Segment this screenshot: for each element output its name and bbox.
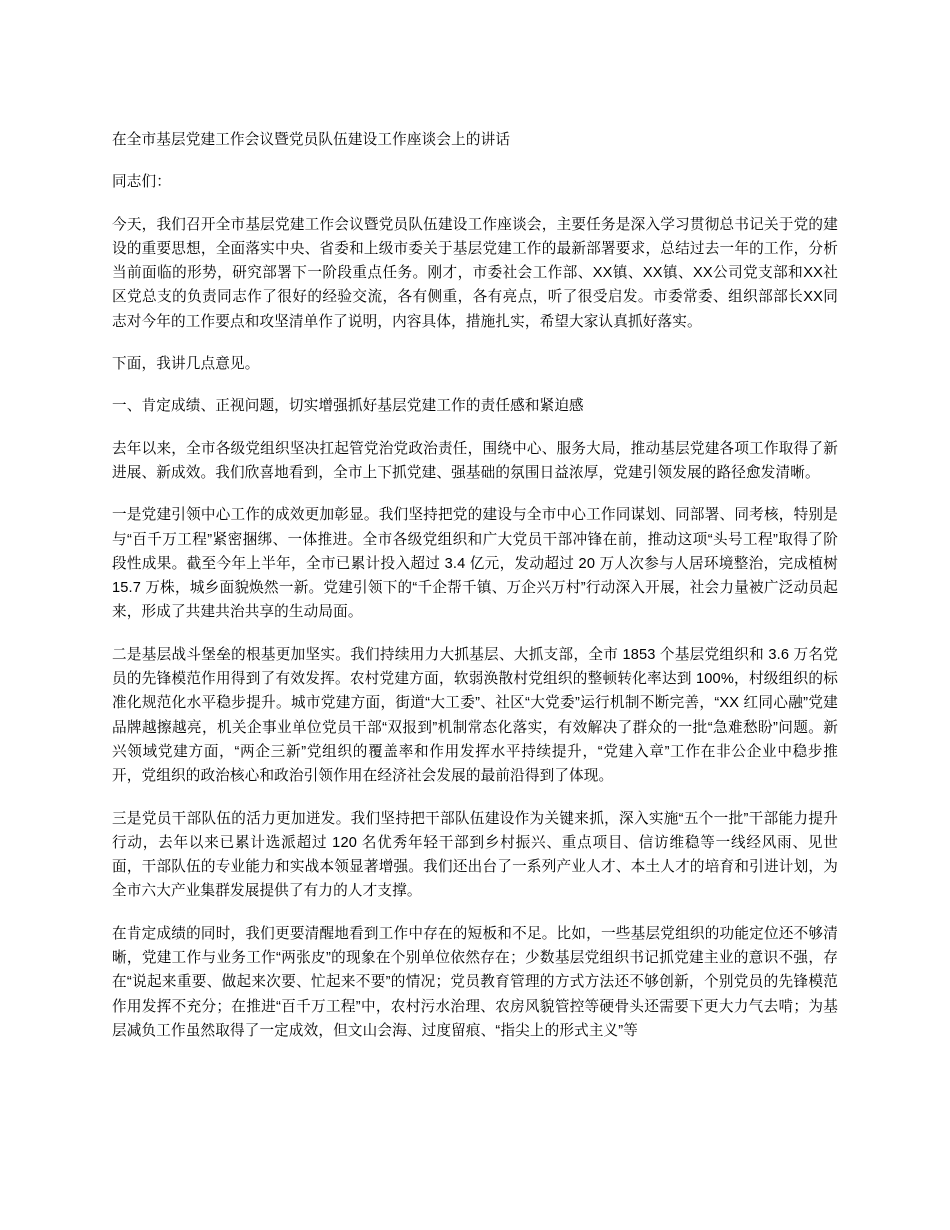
paragraph-transition: 下面，我讲几点意见。 xyxy=(112,356,260,373)
document-title: 在全市基层党建工作会议暨党员队伍建设工作座谈会上的讲话 xyxy=(112,132,511,148)
section-heading-1: 一、肯定成绩、正视问题，切实增强抓好基层党建工作的责任感和紧迫感 xyxy=(112,398,584,415)
paragraph-point-three: 三是党员干部队伍的活力更加迸发。我们坚持把干部队伍建设作为关键来抓，深入实施“五个一批”干部能力提升行动，去年以来已累计选派超过 120 名优秀年轻干部到乡村振兴、重点项目、信访维稳等一线经风雨、见世面，干部队伍的专业能力和实战本领显著增强。我们还出台了一系列产业人才、本土人才的培育和引进计划，为全市六大产业集群发展提供了有力的人才支撑。 xyxy=(112,810,838,900)
paragraph-point-two: 二是基层战斗堡垒的根基更加坚实。我们持续用力大抓基层、大抓支部，全市 1853 个基层党组织和 3.6 万名党员的先锋模范作用得到了有效发挥。农村党建方面，软弱涣散村党组织的整顿转化率达到 100%，村级组织的标准化规范化水平稳步提升。城市党建方面，街道“大工委”、社区“大党委”运行机制不断完善，“XX 红同心融”党建品牌越擦越亮，机关企事业单位党员干部“双报到”机制常态化落实，有效解决了群众的一批“急难愁盼”问题。新兴领域党建方面，“两企三新”党组织的覆盖率和作用发挥水平持续提升，“党建入章”工作在非公企业中稳步推开，党组织的政治核心和政治引领作用在经济社会发展的最前沿得到了体现。 xyxy=(112,646,838,785)
document-body xyxy=(112,128,838,1043)
paragraph-problems: 在肯定成绩的同时，我们更要清醒地看到工作中存在的短板和不足。比如，一些基层党组织的功能定位还不够清晰，党建工作与业务工作“两张皮”的现象在个别单位依然存在；少数基层党组织书记抓党建主业的意识不强，存在“说起来重要、做起来次要、忙起来不要”的情况；党员教育管理的方式方法还不够创新，个别党员的先锋模范作用发挥不充分；在推进“百千万工程”中，农村污水治理、农房风貌管控等硬骨头还需要下更大力气去啃；为基层减负工作虽然取得了一定成效，但文山会海、过度留痕、“指尖上的形式主义”等 xyxy=(112,925,838,1039)
paragraph-point-one: 一是党建引领中心工作的成效更加彰显。我们坚持把党的建设与全市中心工作同谋划、同部署、同考核，特别是与“百千万工程”紧密捆绑、一体推进。全市各级党组织和广大党员干部冲锋在前，推动这项“头号工程”取得了阶段性成果。截至今年上半年，全市已累计投入超过 3.4 亿元，发动超过 20 万人次参与人居环境整治，完成植树 15.7 万株，城乡面貌焕然一新。党建引领下的“千企帮千镇、万企兴万村”行动深入开展，社会力量被广泛动员起来，形成了共建共治共享的生动局面。 xyxy=(112,507,838,621)
document-salutation: 同志们： xyxy=(112,174,171,191)
paragraph-opening: 今天，我们召开全市基层党建工作会议暨党员队伍建设工作座谈会，主要任务是深入学习贯彻总书记关于党的建设的重要思想，全面落实中央、省委和上级市委关于基层党建工作的最新部署要求，总结过去一年的工作，分析当前面临的形势，研究部署下一阶段重点任务。刚才，市委社会工作部、XX镇、XX镇、XX公司党支部和XX社区党总支的负责同志作了很好的经验交流，各有侧重，各有亮点，听了很受启发。市委常委、组织部部长XX同志对今年的工作要点和攻坚清单作了说明，内容具体，措施扎实，希望大家认真抓好落实。 xyxy=(112,216,838,330)
paragraph-overview: 去年以来，全市各级党组织坚决扛起管党治党政治责任，围绕中心、服务大局，推动基层党建各项工作取得了新进展、新成效。我们欣喜地看到，全市上下抓党建、强基础的氛围日益浓厚，党建引领发展的路径愈发清晰。 xyxy=(112,440,838,481)
